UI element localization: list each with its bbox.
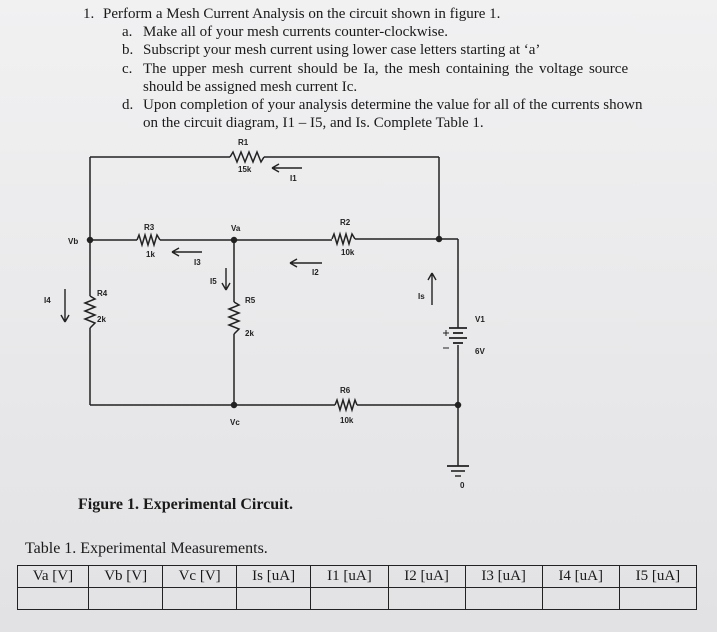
r6-value: 10k [340, 416, 354, 425]
is-arrow-icon [428, 273, 436, 305]
r2-resistor [332, 234, 355, 244]
r4-value: 2k [97, 315, 106, 324]
i1-label: I1 [290, 174, 297, 183]
i2-arrow-icon [290, 259, 322, 267]
i3-arrow-icon [172, 248, 202, 256]
cell-vc[interactable] [163, 588, 236, 610]
vc-label: Vc [230, 418, 240, 427]
r6-resistor [335, 400, 357, 410]
node-right-dot [437, 237, 442, 242]
table-row [18, 588, 697, 610]
r2-label: R2 [340, 218, 351, 227]
is-label: Is [418, 292, 425, 301]
item-a-letter: a. [122, 24, 133, 40]
cell-va[interactable] [18, 588, 89, 610]
cell-i5[interactable] [619, 588, 696, 610]
i5-arrow-icon [222, 268, 230, 290]
r1-resistor [230, 152, 264, 162]
item-d-text: Upon completion of your analysis determine the value for all of the currents shown [143, 97, 643, 113]
ground-icon [447, 466, 469, 476]
node-va-dot [232, 238, 237, 243]
item-d-letter: d. [122, 97, 134, 113]
i4-label: I4 [44, 296, 51, 305]
i5-label: I5 [210, 277, 217, 286]
header-vc: Vc [V] [163, 566, 236, 588]
header-i5: I5 [uA] [619, 566, 696, 588]
item-c-text2: should be assigned mesh current Ic. [143, 79, 358, 95]
cell-i1[interactable] [311, 588, 388, 610]
cell-i4[interactable] [542, 588, 619, 610]
ground-label: 0 [460, 481, 465, 490]
cell-i3[interactable] [465, 588, 542, 610]
item-b-text: Subscript your mesh current using lower case letters starting at ‘a’ [143, 42, 541, 58]
r3-value: 1k [146, 250, 155, 259]
header-va: Va [V] [18, 566, 89, 588]
v1-source [443, 328, 467, 348]
r2-value: 10k [341, 248, 355, 257]
item-b-letter: b. [122, 42, 134, 58]
node-vc-dot [232, 403, 237, 408]
circuit-wires [90, 157, 458, 466]
r3-label: R3 [144, 223, 155, 232]
r4-label: R4 [97, 289, 108, 298]
header-i4: I4 [uA] [542, 566, 619, 588]
i4-arrow-icon [61, 289, 69, 322]
node-ground-dot [456, 403, 461, 408]
r5-value: 2k [245, 329, 254, 338]
node-vb-dot [88, 238, 93, 243]
r1-value: 15k [238, 165, 252, 174]
r1-label: R1 [238, 138, 249, 147]
r5-resistor [229, 302, 239, 334]
r6-label: R6 [340, 386, 351, 395]
cell-i2[interactable] [388, 588, 465, 610]
item-c-text: The upper mesh current should be Ia, the mesh containing the voltage source [143, 61, 629, 77]
cell-is[interactable] [236, 588, 311, 610]
header-i2: I2 [uA] [388, 566, 465, 588]
i2-label: I2 [312, 268, 319, 277]
r3-resistor [137, 235, 160, 245]
vb-label: Vb [68, 237, 79, 246]
question-number: 1. [83, 6, 95, 22]
va-label: Va [231, 224, 241, 233]
r4-resistor [85, 296, 95, 328]
header-vb: Vb [V] [88, 566, 163, 588]
table-header-row [18, 566, 697, 588]
measurements-table [17, 565, 697, 610]
v1-label: V1 [475, 315, 485, 324]
cell-vb[interactable] [88, 588, 163, 610]
v1-value: 6V [475, 347, 485, 356]
item-c-letter: c. [122, 61, 133, 77]
item-d-text2: on the circuit diagram, I1 – I5, and Is. Complete Table 1. [143, 115, 484, 131]
question-line1: Perform a Mesh Current Analysis on the circuit shown in figure 1. [103, 6, 501, 22]
header-i3: I3 [uA] [465, 566, 542, 588]
i1-arrow-icon [272, 164, 302, 172]
header-i1: I1 [uA] [311, 566, 388, 588]
header-is: Is [uA] [236, 566, 311, 588]
i3-label: I3 [194, 258, 201, 267]
table-title: Table 1. Experimental Measurements. [25, 540, 268, 557]
r5-label: R5 [245, 296, 256, 305]
item-a-text: Make all of your mesh currents counter-clockwise. [143, 24, 449, 40]
figure-caption: Figure 1. Experimental Circuit. [78, 496, 293, 513]
